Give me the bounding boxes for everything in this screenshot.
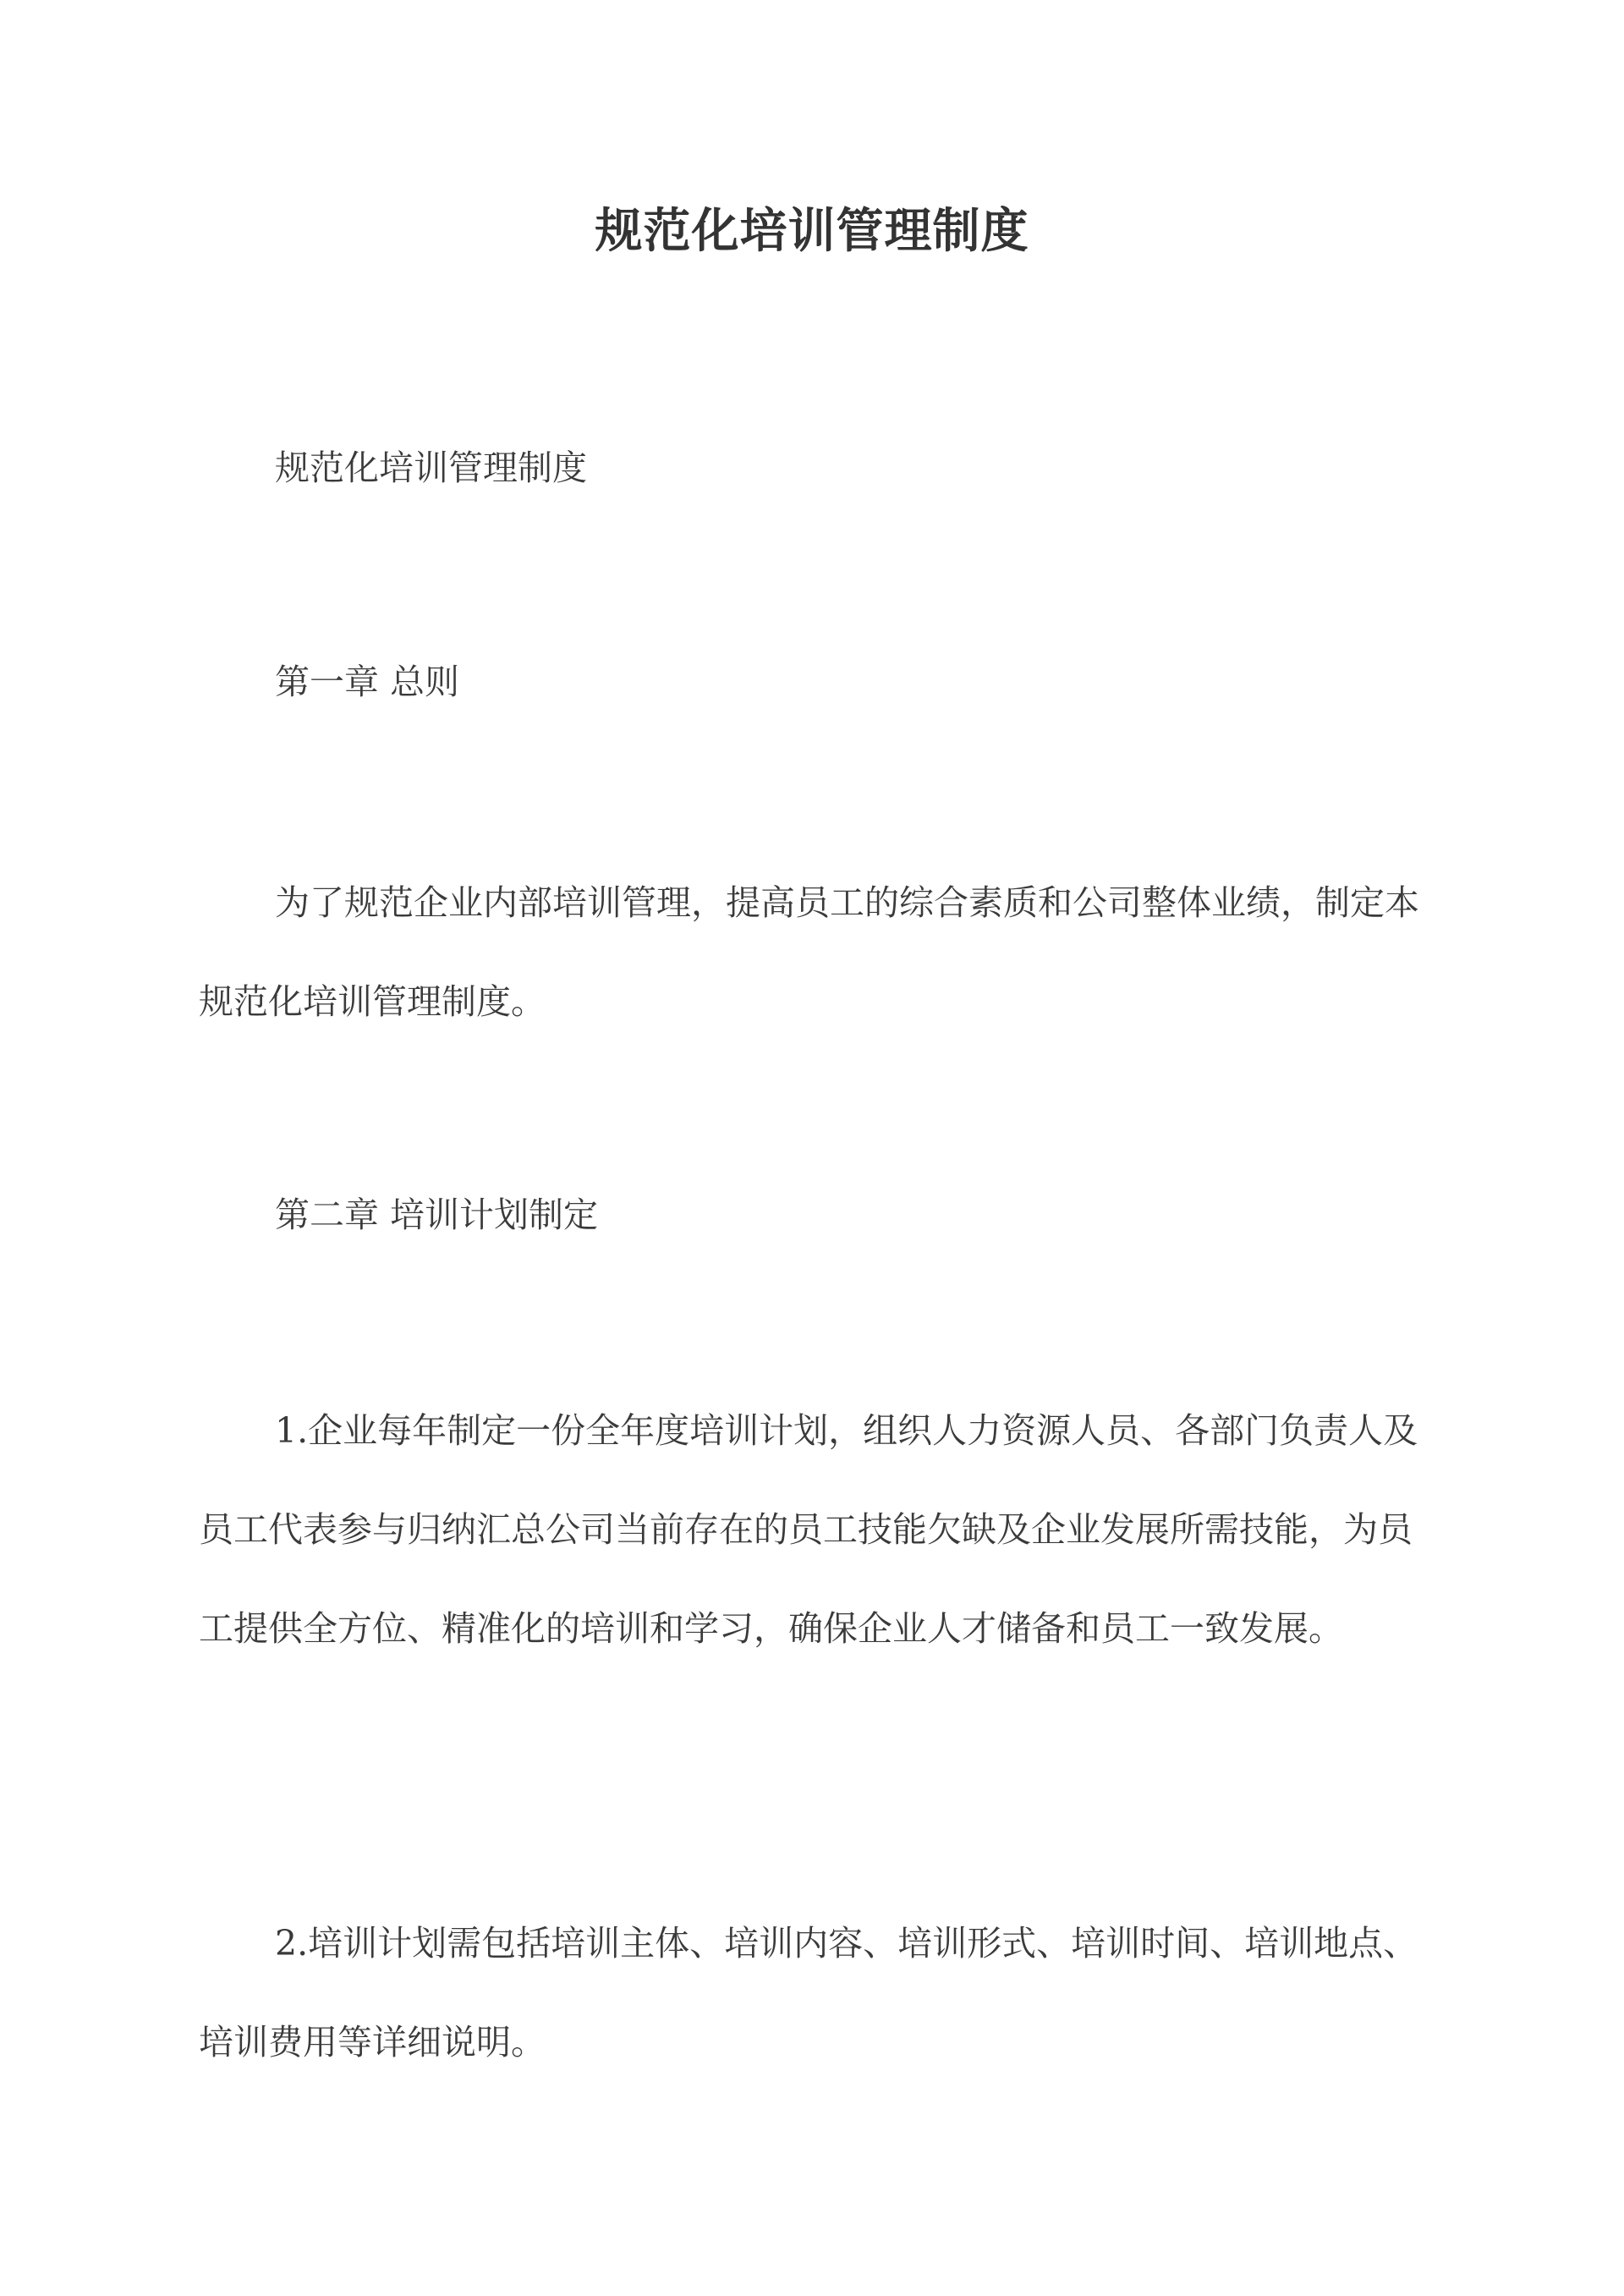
document-subtitle: 规范化培训管理制度 <box>275 448 587 488</box>
clause-2-paragraph: 2.培训计划需包括培训主体、培训内容、培训形式、培训时间、培训地点、培训费用等详细说明。 <box>199 1923 1418 2063</box>
document-title: 规范化培训管理制度 <box>595 203 1029 259</box>
chapter-1-heading: 第一章 总则 <box>275 662 460 702</box>
chapter-2-heading: 第二章 培训计划制定 <box>275 1195 599 1235</box>
clause-1-paragraph: 1.企业每年制定一份全年度培训计划，组织人力资源人员、各部门负责人及员工代表参与归纳汇总公司当前存在的员工技能欠缺及企业发展所需技能，为员工提供全方位、精准化的培训和学习，确保企业人才储备和员工一致发展。 <box>199 1410 1418 1649</box>
intro-paragraph: 为了规范企业内部培训管理，提高员工的综合素质和公司整体业绩，制定本规范化培训管理制度。 <box>199 882 1419 1022</box>
